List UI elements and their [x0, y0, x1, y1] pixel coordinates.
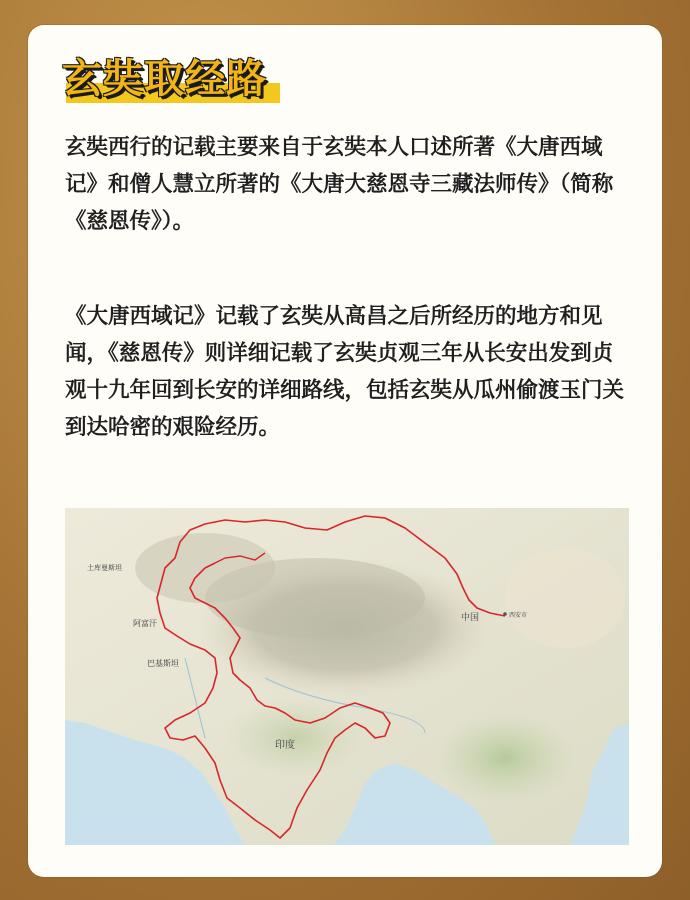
content-card: [28, 25, 662, 877]
paragraph-intro: 玄奘西行的记载主要来自于玄奘本人口述所著《大唐西域记》和僧人慧立所著的《大唐大慈恩寺三藏法师传》（简称《慈恩传》）。: [65, 135, 614, 234]
map-label-china: 中国: [461, 613, 480, 623]
title-block: [62, 55, 267, 103]
route-map-svg: [65, 508, 629, 845]
southeast-vegetation: [435, 713, 575, 803]
page-title: 玄奘取经路: [62, 56, 267, 102]
route-map: [65, 508, 629, 845]
map-label-afghanistan: 阿富汗: [133, 619, 157, 628]
xian-marker: [503, 612, 507, 616]
india-vegetation: [225, 698, 365, 778]
map-label-pakistan: 巴基斯坦: [147, 659, 179, 668]
map-label-turkmenistan: 土库曼斯坦: [87, 564, 122, 572]
map-label-xian: 西安市: [509, 612, 528, 619]
map-label-india: 印度: [275, 740, 295, 751]
paragraph-details: 《大唐西域记》记载了玄奘从高昌之后所经历的地方和见闻，《慈恩传》则详细记载了玄奘贞观三年从长安出发到贞观十九年回到长安的详细路线，包括玄奘从瓜州偷渡玉门关到达哈密的艰险经历。: [65, 304, 625, 440]
east-china-plain: [505, 548, 625, 648]
